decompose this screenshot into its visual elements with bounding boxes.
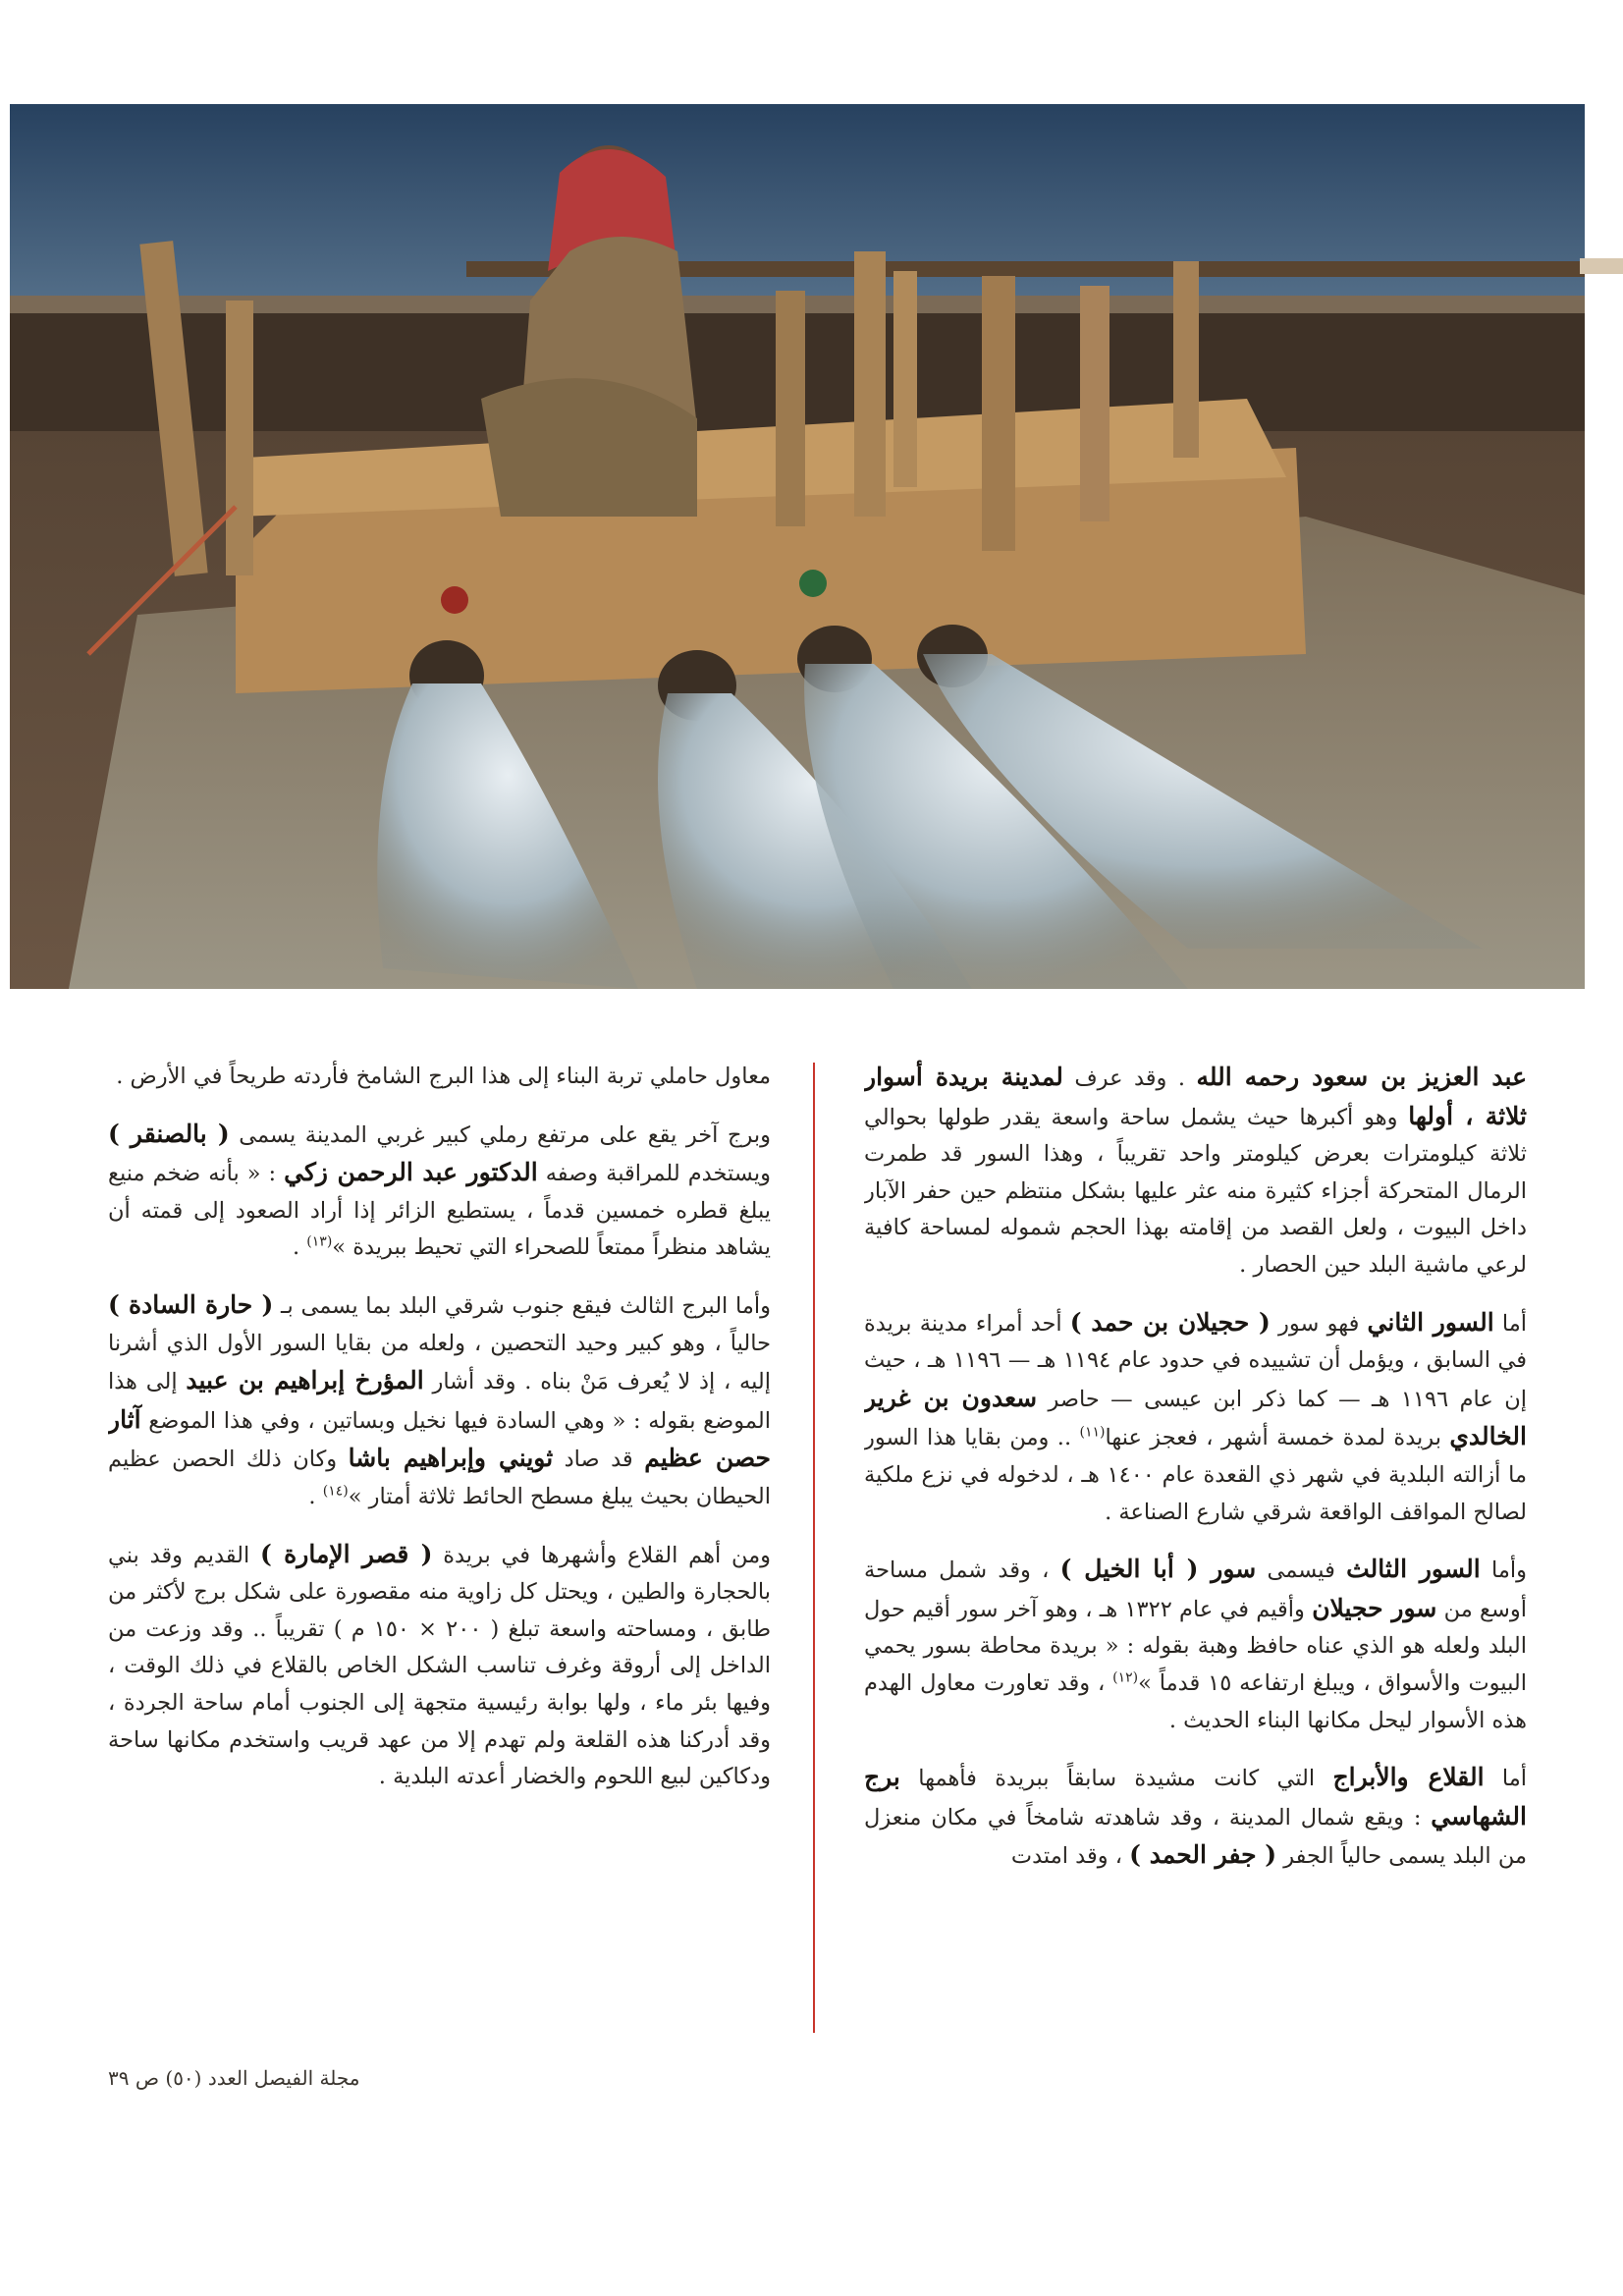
text-span: . وقد عرف: [1062, 1066, 1197, 1091]
text-span: : ويقع شمال المدينة ، وقد شاهدته شامخاً في مكان منعزل من البلد يسمى حالياً الجفر: [864, 1804, 1527, 1870]
paragraph: [864, 1551, 1527, 1739]
text-span: ويستخدم للمراقبة وصفه: [537, 1161, 771, 1187]
emphasis-name: ( حارة السادة ): [108, 1289, 274, 1319]
photo-water-pump-icon: [10, 104, 1585, 989]
text-span: فيسمى: [1256, 1558, 1347, 1584]
column-divider: [813, 1063, 815, 2033]
paragraph: معاول حاملي تربة البناء إلى هذا البرج الشامخ فأردته طريحاً في الأرض .: [116, 1064, 771, 1089]
text-span: قد صاد: [553, 1447, 645, 1473]
text-span: أما: [1484, 1766, 1527, 1792]
paragraph: [108, 1286, 771, 1516]
column-right: [864, 1059, 1527, 2036]
emphasis-heading: السور الثاني: [1367, 1307, 1494, 1337]
text-span: وأما: [1480, 1558, 1527, 1584]
column-left: [108, 1059, 771, 2036]
page-footer: مجلة الفيصل العدد (٥٠) ص ٣٩: [108, 2066, 360, 2090]
text-span: وأقيم في عام ١٣٢٢ هـ ، وهو آخر سور أقيم حول البلد ولعله هو الذي عناه حافظ وهبة بقوله : « بريدة محاطة بسور يحمي البيوت والأسواق ، ويبلغ ارتفاعه ١٥ قدماً »: [864, 1596, 1527, 1696]
text-span: ، وقد شمل مساحة أوسع من: [864, 1558, 1527, 1622]
text-span: التي كانت مشيدة سابقاً ببريدة فأهمها: [899, 1766, 1333, 1792]
text-span: أما: [1493, 1310, 1527, 1337]
text-span: أحد أمراء مدينة بريدة في السابق ، ويؤمل أن تشييده في حدود عام ١١٩٤ هـ — ١١٩٦ هـ ، حيث إن عام ١١٩٦ هـ — كما ذكر ابن عيسى — حاصر: [864, 1310, 1527, 1412]
emphasis-name: سور حجيلان: [1312, 1593, 1437, 1622]
emphasis-name: ( حجيلان بن حمد ): [1069, 1307, 1271, 1337]
paragraph: [864, 1759, 1527, 1876]
emphasis-name: سور ( أبا الخيل ): [1059, 1555, 1257, 1584]
text-span: وأما البرج الثالث فيقع جنوب شرقي البلد بما يسمى بـ: [273, 1292, 771, 1319]
footnote-ref: (١١): [1079, 1424, 1106, 1441]
emphasis-name: آثار حصن عظيم: [108, 1404, 771, 1473]
text-span: ، وقد امتدت: [1010, 1843, 1130, 1870]
emphasis-name: ( قصر الإمارة ): [260, 1539, 433, 1568]
article-columns: [108, 1059, 1527, 2036]
emphasis-name: ثويني وإبراهيم باشا: [348, 1444, 554, 1473]
page-edge-mark: [1580, 258, 1623, 274]
emphasis-name: سعدون بن غرير الخالدي: [864, 1383, 1527, 1451]
paragraph: [108, 1536, 771, 1796]
emphasis-heading: السور الثالث: [1346, 1555, 1481, 1584]
text-span: .: [308, 1483, 323, 1509]
emphasis-name: ( بالصنقر ): [108, 1119, 230, 1148]
text-span: ومن أهم القلاع وأشهرها في بريدة: [432, 1542, 771, 1568]
footnote-ref: (١٢): [1112, 1669, 1139, 1686]
text-span: إلى هذا الموضع بقوله : « وهي السادة فيها نخيل وبساتين ، وفي هذا الموضع: [108, 1369, 771, 1434]
text-span: وكان ذلك الحصن عظيم الحيطان بحيث يبلغ مسطح الحائط ثلاثة أمتار »: [108, 1447, 771, 1509]
text-span: حالياً ، وهو كبير وحيد التحصين ، ولعله من بقايا السور الأول الذي أشرنا إليه ، إذ لا يُعرف مَنْ بناه . وقد أشار: [108, 1330, 771, 1395]
emphasis-name: عبد العزيز بن سعود رحمه الله: [1196, 1063, 1527, 1091]
photo-water-pump: [10, 104, 1585, 989]
footnote-ref: (١٤): [322, 1483, 349, 1500]
text-span: .. ومن بقايا هذا السور ما أزالته البلدية في شهر ذي القعدة عام ١٤٠٠ هـ ، لدخوله في نزع ملكية لصالح المواقف الواقعة شرقي شارع الصناعة .: [864, 1425, 1527, 1525]
text-span: وبرج آخر يقع على مرتفع رملي كبير غربي المدينة يسمى: [229, 1121, 771, 1148]
text-span: : « بأنه ضخم منيع يبلغ قطره خمسين قدماً ، يستطيع الزائر إذا أراد الصعود إلى قمته أن يشاهد منظراً ممتعاً للصحراء التي تحيط ببريدة »: [108, 1161, 771, 1261]
text-span: القديم وقد بني بالحجارة والطين ، ويحتل كل زاوية منه مقصورة على شكل برج لأكثر من طابق ، ومساحته واسعة تبلغ ( ٢٠٠ × ١٥٠ م ) تقريباً .. وقد وزعت من الداخل إلى أروقة وغرف تناسب الشكل الخاص بالقلاع في ذلك الوقت ، وفيها بئر ماء ، ولها بوابة رئيسية متجهة إلى الجنوب أمام ساحة الجردة ، وقد أدركنا هذه القلعة ولم تهدم إلا من عهد قريب واستخدم مكانها ساحة ودكاكين لبيع اللحوم والخضار أعدته البلدية .: [108, 1542, 771, 1790]
footnote-ref: (١٣): [306, 1233, 333, 1250]
text-span: وهو أكبرها حيث يشمل ساحة واسعة يقدر طولها بحوالي ثلاثة كيلومترات بعرض كيلومتر واحد تقريباً ، وهذا السور قد طمرت الرمال المتحركة أجزاء كثيرة منه عثر عليها بشكل منتظم حين حفر الآبار داخل البيوت ، ولعل القصد من إقامته بهذا الحجم شموله لمساحة كافية لرعي ماشية البلد حين الحصار .: [864, 1104, 1527, 1278]
paragraph: [864, 1059, 1527, 1285]
emphasis-name: ( جفر الحمد ): [1129, 1840, 1277, 1870]
paragraph: [108, 1116, 771, 1267]
emphasis-heading: لمدينة بريدة أسوار ثلاثة ، أولها: [864, 1063, 1527, 1130]
emphasis-name: برج الشهاسي: [864, 1763, 1527, 1831]
emphasis-heading: القلاع والأبراج: [1332, 1763, 1485, 1792]
text-span: .: [292, 1234, 307, 1261]
emphasis-name: الدكتور عبد الرحمن زكي: [284, 1158, 538, 1187]
emphasis-name: المؤرخ إبراهيم بن عبيد: [186, 1366, 424, 1395]
paragraph: [864, 1304, 1527, 1532]
text-span: فهو سور: [1270, 1310, 1368, 1337]
text-span: بريدة لمدة خمسة أشهر ، فعجز عنها: [1105, 1425, 1450, 1451]
text-span: ، وقد تعاورت معاول الهدم هذه الأسوار ليحل مكانها البناء الحديث .: [864, 1669, 1527, 1733]
